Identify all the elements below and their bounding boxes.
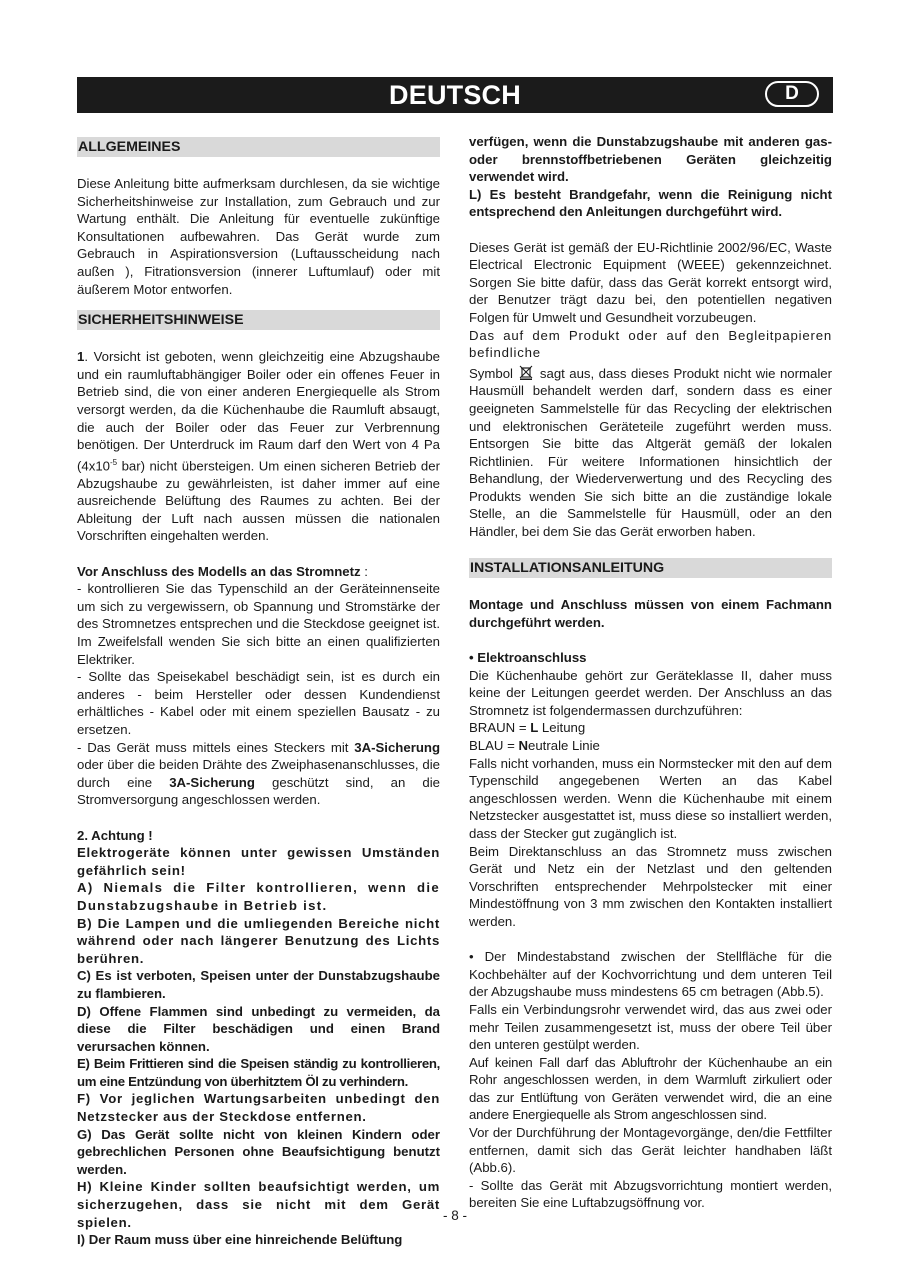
warning-h: H) Kleine Kinder sollten beaufsichtigt werden, um sicherzugehen, dass sie nicht mit dem Gerät spielen. (77, 1179, 440, 1230)
banner-title: DEUTSCH (389, 80, 521, 110)
safety-item-1-number: 1 (77, 349, 85, 365)
direct-connection-text: Beim Direktanschluss an das Stromnetz muss zwischen Gerät und Netz ein der Netzlast und den geltenden Vorschriften entsprechender Mehrpolstecker mit einer Mindestöffnung von 3 mm zwischen den Kontakten installiert werden. (469, 843, 832, 929)
allgemeines-paragraph: Diese Anleitung bitte aufmerksam durchlesen, da sie wichtige Sicherheitshinweise zur Installation, zum Gebrauch und zur Wartung enthält. Die Anleitung für eventuelle zukünftige Konsultationen aufbewahren. Das Gerät wurde zum Gebrauch in Aspirationsversion (Luftausscheidung nach außen ), Fitrationsversion (innerer Luftumlauf) oder mit äußerem Motor entworfen. (77, 176, 440, 297)
warning-i-continued: verfügen, wenn die Dunstabzugshaube mit anderen gas- oder brennstoffbetriebenen Geräten gleichzeitig verwendet wird. (469, 134, 832, 185)
weee-symbol-paragraph: Symbol sagt aus, dass dieses Produkt nicht wie normaler Hausmüll behandelt werden darf, sondern dass es einer geeigneten Sammelstelle für das Recycling der elektrischen und elektronischen Geräteteile zugeführt werden muss. Entsorgen Sie bitte das Altgerät gemäß der lokalen Richtlinien. Für weitere Informationen hinsichtlich der Behandlung, der Wiederverwertung und des Recycling des Produkts wenden Sie sich bitte an die zuständige lokale Stelle, an die Sammelstelle für Hausmüll, oder an den Händler, bei dem Sie das Gerät erworben haben. (469, 365, 832, 540)
safety-item-1 (77, 348, 440, 545)
right-column (469, 133, 832, 1212)
section-heading-sicherheitshinweise: SICHERHEITSHINWEISE (77, 310, 440, 330)
wire-blue-line: BLAU = Neutrale Linie (469, 738, 600, 753)
plug-text: Falls nicht vorhanden, muss ein Normstecker mit den auf dem Typenschild angegebenen Werten an das Kabel angeschlossen werden. Wenn die Küchenhaube mit einem Netzstecker ausgestattet ist, muss diese so installiert werden, dass der Stecker gut zugänglich ist. (469, 755, 832, 841)
warning-f: F) Vor jeglichen Wartungsarbeiten unbedingt den Netzstecker aus der Steckdose entfernen. (77, 1091, 440, 1125)
cable-damage-text: - Sollte das Speisekabel beschädigt sein, ist es durch ein anderes - beim Hersteller oder dessen Kundendienst erhältliches - Kabel oder mit einem speziellen Bausatz - zu ersetzen. (77, 669, 440, 738)
safety-item-1-text-end: bar) nicht übersteigen. Um einen sicheren Betrieb der Abzugshaube zu gewährleisten, ist daher immer auf eine ausreichende Belüftung des Raumes zu achten. Bei der Ableitung der Luft nach aussen müssen die nationalen Vorschriften eingehalten werden. (77, 458, 440, 544)
elektroanschluss-heading: • Elektroanschluss (469, 650, 587, 666)
install-professional-notice: Montage und Anschluss müssen von einem Fachmann durchgeführt werden. (469, 597, 832, 630)
section-heading-installationsanleitung: INSTALLATIONSANLEITUNG (469, 558, 832, 578)
achtung-line: Elektrogeräte können unter gewissen Umständen gefährlich sein! (77, 845, 440, 878)
warning-c: C) Es ist verboten, Speisen unter der Dunstabzugshaube zu flambieren. (77, 968, 440, 1001)
exhaust-opening-text: - Sollte das Gerät mit Abzugsvorrichtung montiert werden, bereiten Sie eine Luftabzugsöffnung vor. (469, 1177, 832, 1211)
crossed-out-bin-icon (519, 365, 533, 380)
warning-l: L) Es besteht Brandgefahr, wenn die Reinigung nicht entsprechend den Anleitungen durchgeführt wird. (469, 186, 832, 220)
grease-filter-text: Vor der Durchführung der Montagevorgänge, den/die Fettfilter entfernen, damit sich das Gerät leichter handhaben läßt (Abb.6). (469, 1125, 832, 1176)
left-column (77, 133, 440, 1249)
elektroanschluss-text: Die Küchenhaube gehört zur Geräteklasse II, daher muss keine der Leitungen geerdet werden. Der Anschluss an das Stromnetz ist folgendermassen durchzuführen: (469, 667, 832, 718)
exhaust-pipe-text: Auf keinen Fall darf das Abluftrohr der Küchenhaube an ein Rohr angeschlossen werden, in dem Warmluft zirkuliert oder das zur Entlüftung von Geräten verwendet wird, die an eine andere Energiequelle als Strom angeschlossen sind. (469, 1054, 832, 1123)
warning-e: E) Beim Frittieren sind die Speisen ständig zu kontrollieren, um eine Entzündung von überhitztem Öl zu verhindern. (77, 1056, 440, 1089)
achtung-heading: 2. Achtung ! (77, 827, 153, 843)
warning-i: I) Der Raum muss über eine hinreichende Belüftung (77, 1232, 403, 1248)
pipe-text: Falls ein Verbindungsrohr verwendet wird, das aus zwei oder mehr Teilen zusammengesetzt ist, muss der obere Teil über den unteren gestülpt werden. (469, 1001, 832, 1053)
language-code-badge: D (765, 81, 819, 107)
warning-d: D) Offene Flammen sind unbedingt zu vermeiden, da diese die Filter beschädigen und einen Brand verursachen können. (77, 1003, 440, 1054)
minimum-distance-text: • Der Mindestabstand zwischen der Stellfläche für die Kochbehälter auf der Kochvorrichtung und dem unteren Teil der Abzugshaube muss mindestens 65 cm betragen (Abb.5). (469, 949, 832, 1000)
warning-b: B) Die Lampen und die umliegenden Bereiche nicht während oder nach längerer Benutzung des Lichts berühren. (77, 915, 440, 966)
warning-g: G) Das Gerät sollte nicht von kleinen Kindern oder gebrechlichen Personen ohne Beaufsichtigung benutzt werden. (77, 1126, 440, 1177)
wire-brown-line: BRAUN = L Leitung (469, 720, 586, 736)
section-heading-allgemeines: ALLGEMEINES (77, 137, 440, 157)
weee-paragraph-2: Das auf dem Produkt oder auf den Begleitpapieren befindliche (469, 327, 832, 361)
power-connection-heading: Vor Anschluss des Modells an das Stromnetz : (77, 563, 368, 579)
warning-a: A) Niemals die Filter kontrollieren, wenn die Dunstabzugshaube in Betrieb ist. (77, 880, 440, 913)
weee-paragraph: Dieses Gerät ist gemäß der EU-Richtlinie 2002/96/EC, Waste Electrical Electronic Equipment (WEEE) gekennzeichnet. Sorgen Sie bitte dafür, dass das Gerät korrekt entsorgt wird, der Benutzer trägt dazu bei, den potentiellen negativen Folgen für Umwelt und Gesundheit vorzubeugen. (469, 239, 832, 325)
safety-item-1-text: . Vorsicht ist geboten, wenn gleichzeitig eine Abzugshaube und ein raumluftabhängiger Boiler oder ein offenes Feuer in Betrieb sind, die von einer anderen Energiequelle als Strom versorgt werden, da die Küchenhaube die Raumluft absaugt, die auch der Boiler oder das Feuer zur Verbrennung benötigen. Der Unterdruck im Raum darf den Wert von 4 Pa (4x10 (77, 349, 440, 474)
language-banner (77, 77, 833, 113)
exponent: -5 (110, 457, 118, 467)
fuse-text: - Das Gerät muss mittels eines Steckers mit 3A-Sicherung oder über die beiden Drähte des Zweiphasenanschlusses, die durch eine 3A-Sicherung geschützt sind, an die Stromversorgung angeschlossen werden. (77, 739, 441, 808)
power-check-text: - kontrollieren Sie das Typenschild an der Geräteinnenseite um sich zu vergewissern, ob Spannung und Stromstärke der des Stromnetzes entsprechen und die Steckdose geeignet ist. Im Zweifelsfall wenden Sie sich bitte an einen qualifizierten Elektriker. (77, 581, 440, 667)
page-number: - 8 - (442, 1208, 467, 1223)
